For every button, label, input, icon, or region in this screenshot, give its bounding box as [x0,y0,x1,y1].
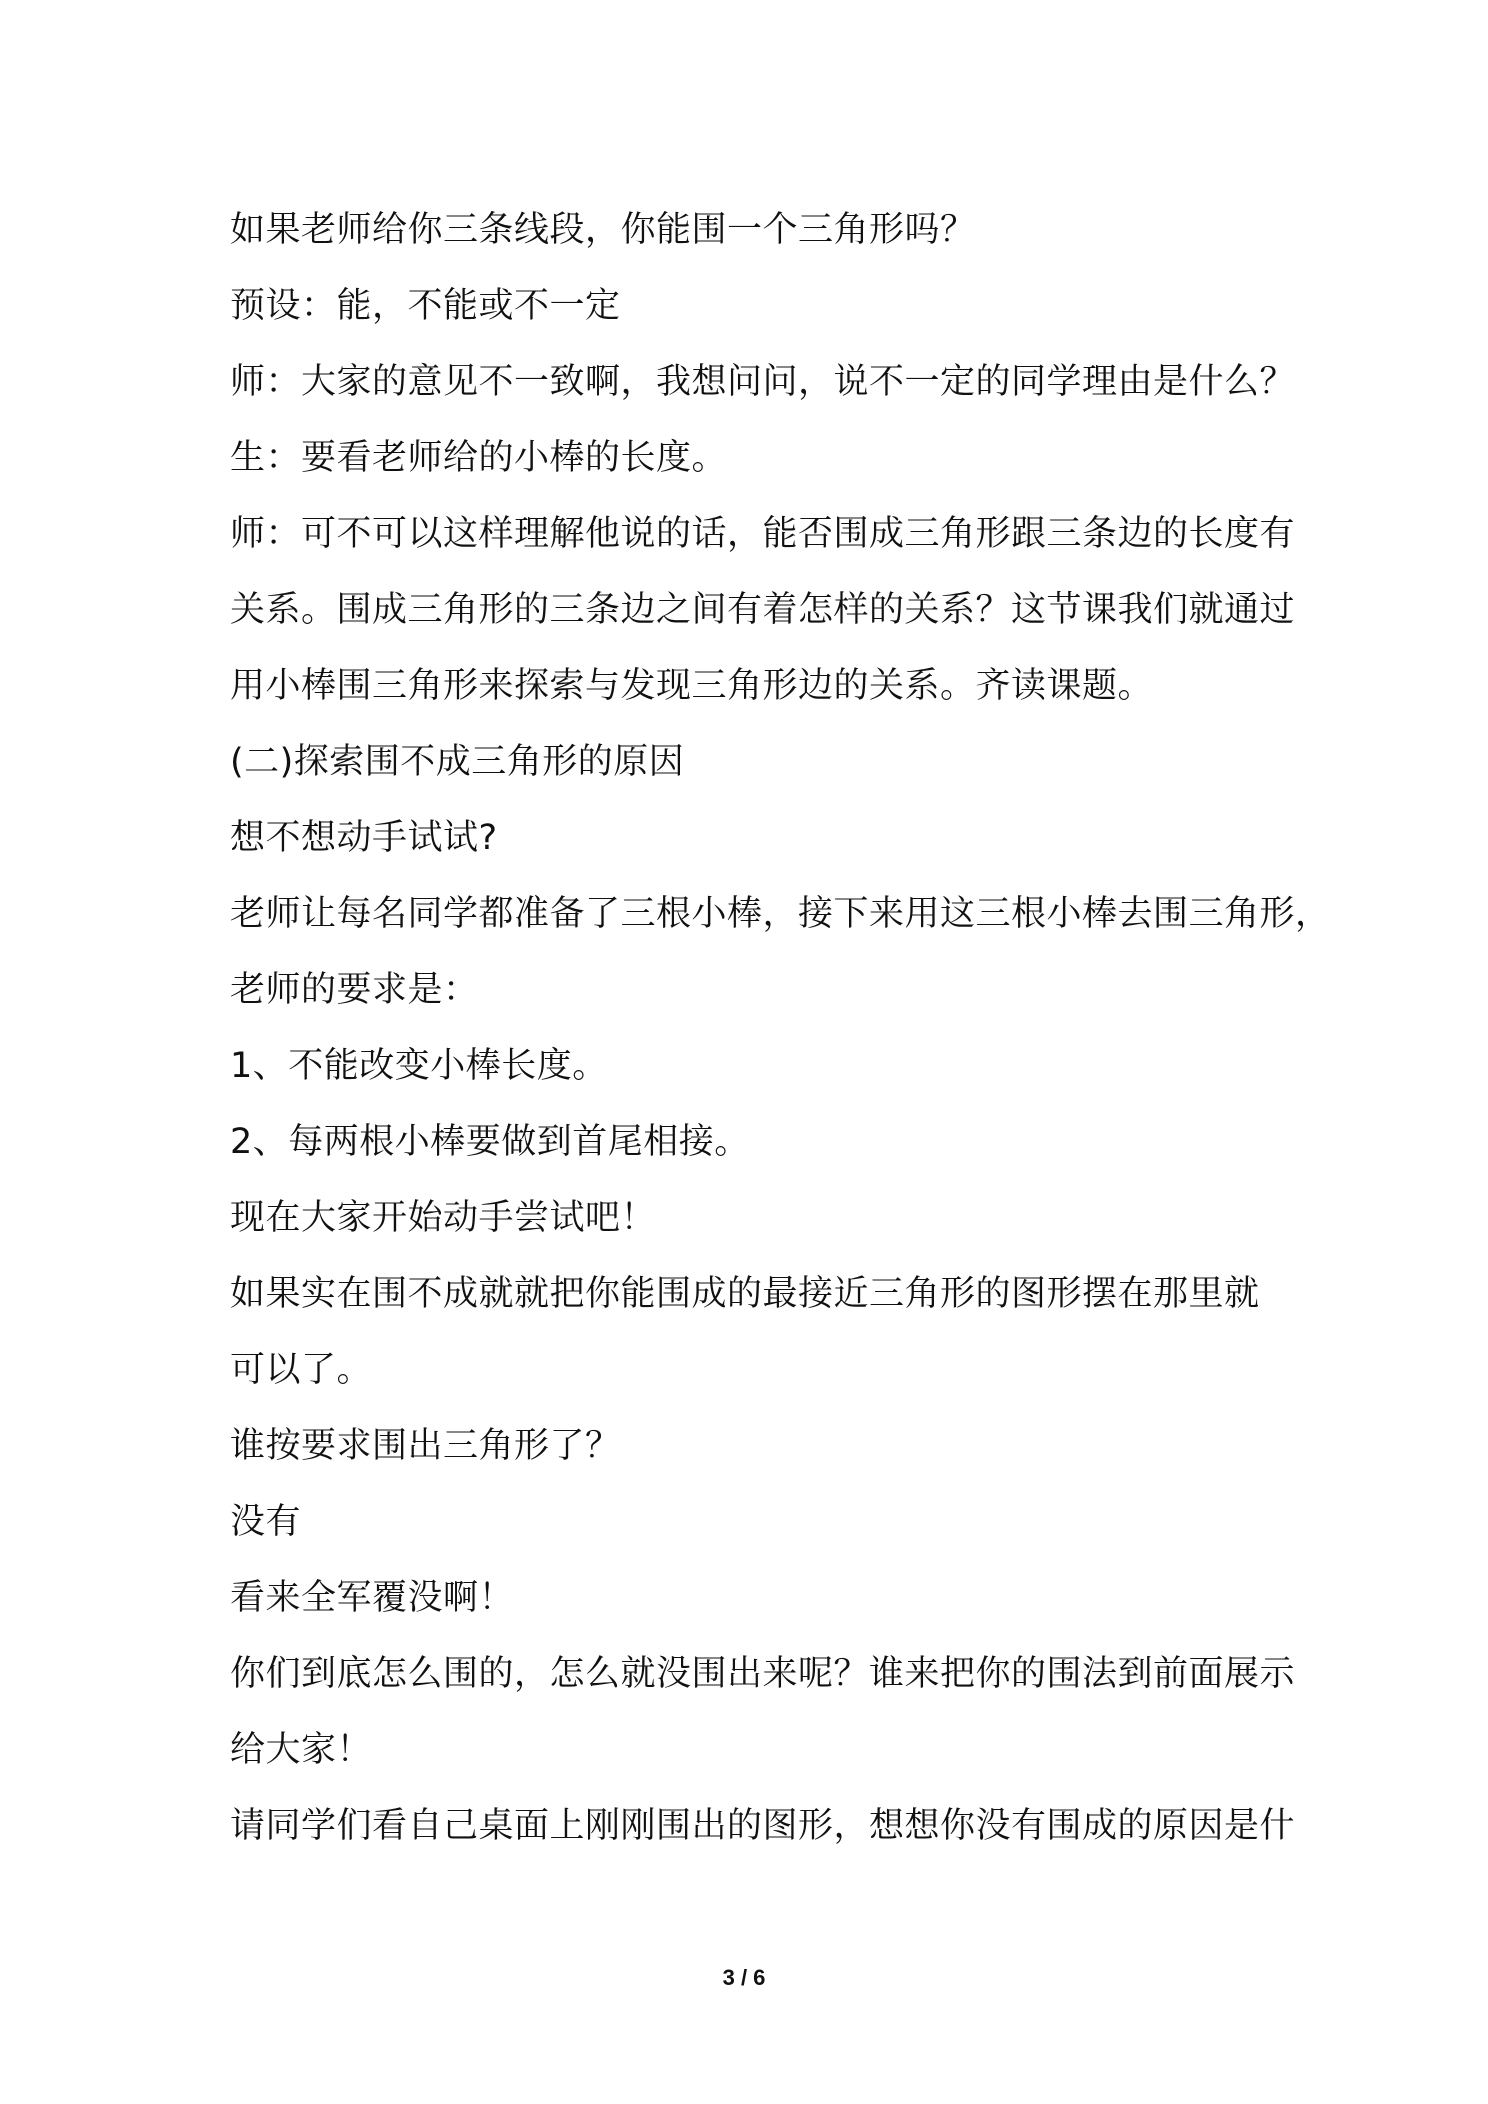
list-item: 1、不能改变小棒长度。 [230,1046,608,1086]
document-body [230,192,1331,1864]
paragraph-line: 老师的要求是： [230,970,479,1010]
paragraph-line: 用小棒围三角形来探索与发现三角形边的关系。齐读课题。 [230,666,1154,706]
paragraph-line: 看来全军覆没啊！ [230,1578,515,1618]
paragraph-line: 如果实在围不成就就把你能围成的最接近三角形的图形摆在那里就 [230,1274,1260,1314]
paragraph-line: 生：要看老师给的小棒的长度。 [230,438,728,478]
paragraph-line: 如果老师给你三条线段，你能围一个三角形吗？ [230,210,976,250]
paragraph-line: 你们到底怎么围的，怎么就没围出来呢？谁来把你的围法到前面展示 [230,1654,1296,1694]
paragraph-line: 关系。围成三角形的三条边之间有着怎样的关系？这节课我们就通过 [230,590,1296,630]
paragraph-line: 给大家！ [230,1730,373,1770]
paragraph-line: 老师让每名同学都准备了三根小棒，接下来用这三根小棒去围三角形， [230,894,1331,934]
paragraph-line: 没有 [230,1502,302,1542]
paragraph-line: 谁按要求围出三角形了？ [230,1426,621,1466]
list-item: 2、每两根小棒要做到首尾相接。 [230,1122,750,1162]
paragraph-line: 想不想动手试试? [230,818,498,858]
paragraph-line: 预设：能，不能或不一定 [230,286,621,326]
paragraph-line: 可以了。 [230,1350,373,1390]
page-number: 3 / 6 [722,1965,766,1990]
section-heading: (二)探索围不成三角形的原因 [230,742,685,782]
paragraph-line: 师：可不可以这样理解他说的话，能否围成三角形跟三条边的长度有 [230,514,1296,554]
paragraph-line: 现在大家开始动手尝试吧！ [230,1198,657,1238]
paragraph-line: 师：大家的意见不一致啊，我想问问，说不一定的同学理由是什么？ [230,362,1296,402]
paragraph-line: 请同学们看自己桌面上刚刚围出的图形，想想你没有围成的原因是什 [230,1806,1296,1846]
